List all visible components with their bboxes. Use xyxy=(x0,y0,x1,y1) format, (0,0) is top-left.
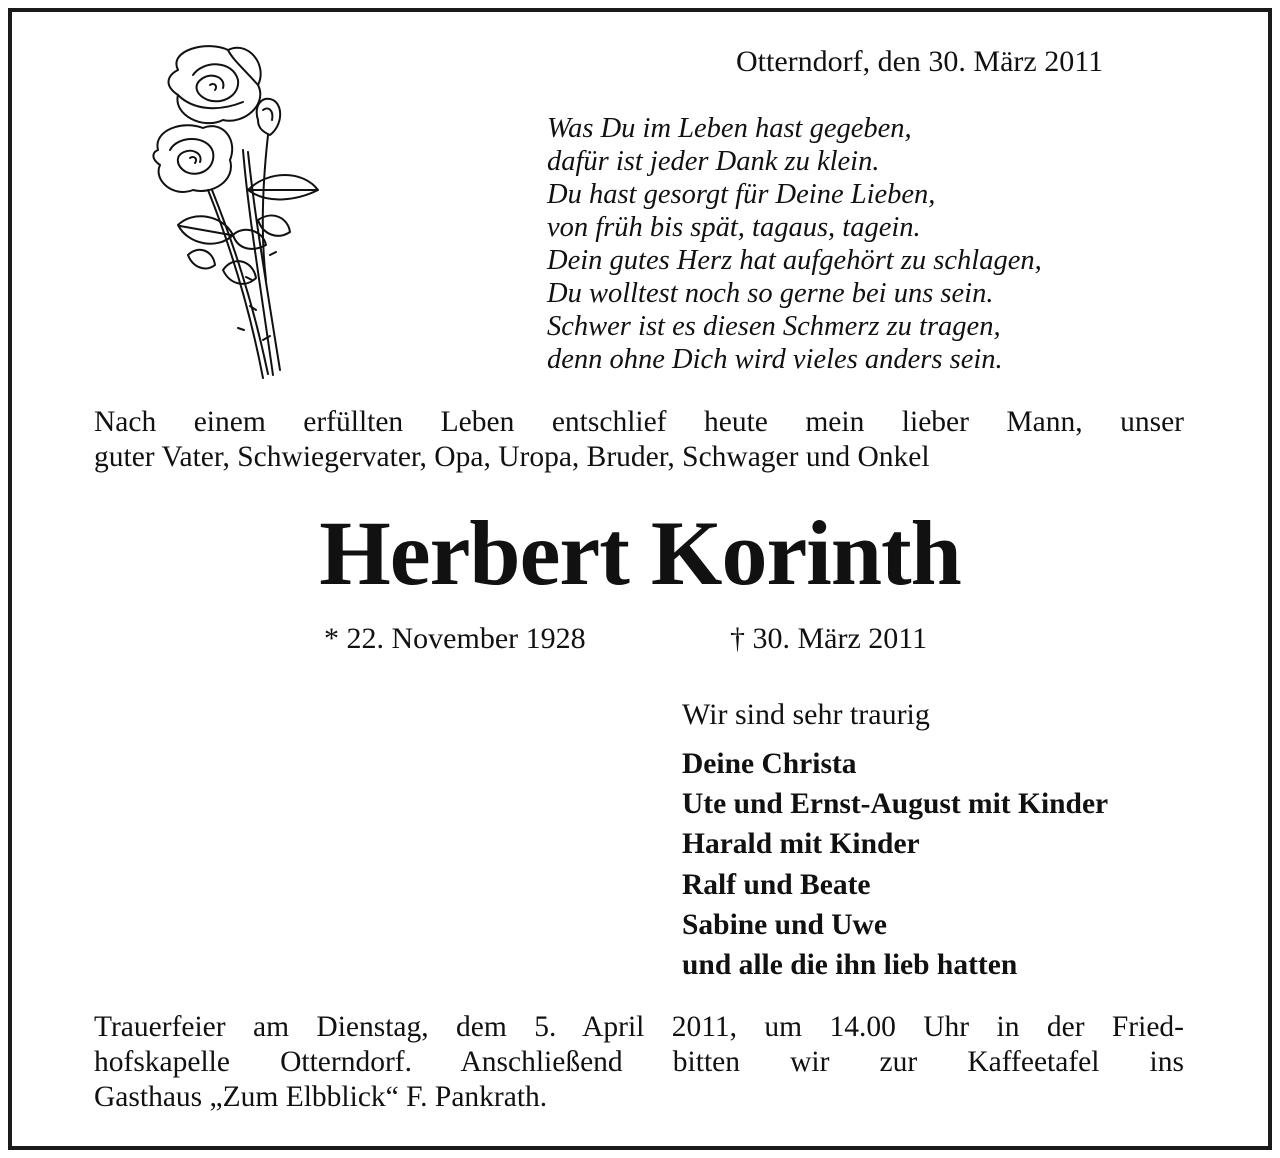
poem-line: Schwer ist es diesen Schmerz zu tragen, xyxy=(547,311,1001,342)
mourner-name: Ralf und Beate xyxy=(682,868,871,901)
death-date: † 30. März 2011 xyxy=(730,622,928,655)
mourners-list xyxy=(682,744,1108,985)
funeral-line: Trauerfeier am Dienstag, dem 5. April 2011, um 14.00 Uhr in der Fried- xyxy=(94,1011,1184,1043)
rose-icon xyxy=(148,40,328,385)
funeral-line: hofskapelle Otterndorf. Anschließend bitten wir zur Kaffeetafel ins xyxy=(94,1046,1184,1078)
deceased-name: Herbert Korinth xyxy=(319,502,961,604)
poem xyxy=(547,112,1042,376)
poem-line: Du wolltest noch so gerne bei uns sein. xyxy=(547,278,994,309)
poem-line: Dein gutes Herz hat aufgehört zu schlagen, xyxy=(547,245,1042,276)
mourner-name: Deine Christa xyxy=(682,748,857,780)
birth-date: * 22. November 1928 xyxy=(324,622,586,655)
intro-paragraph xyxy=(94,405,1184,475)
place-date: Otterndorf, den 30. März 2011 xyxy=(736,45,1104,78)
mourners-intro: Wir sind sehr traurig xyxy=(682,698,930,731)
mourner-name: Sabine und Uwe xyxy=(682,908,887,941)
poem-line: Was Du im Leben hast gegeben, xyxy=(547,113,912,144)
mourner-name: Ute und Ernst-August mit Kinder xyxy=(682,788,1109,821)
poem-line: denn ohne Dich wird vieles anders sein. xyxy=(547,344,1003,375)
poem-line: von früh bis spät, tagaus, tagein. xyxy=(547,212,921,243)
poem-line: dafür ist jeder Dank zu klein. xyxy=(547,146,880,177)
poem-line: Du hast gesorgt für Deine Lieben, xyxy=(547,179,936,210)
intro-line: Nach einem erfüllten Leben entschlief heute mein lieber Mann, unser xyxy=(94,406,1184,438)
mourner-name: und alle die ihn lieb hatten xyxy=(682,949,1018,982)
intro-line: guter Vater, Schwiegervater, Opa, Uropa, Bruder, Schwager und Onkel xyxy=(94,441,930,473)
funeral-info xyxy=(94,1010,1184,1115)
funeral-line: Gasthaus „Zum Elbblick“ F. Pankrath. xyxy=(94,1081,548,1113)
mourner-name: Harald mit Kinder xyxy=(682,828,920,861)
